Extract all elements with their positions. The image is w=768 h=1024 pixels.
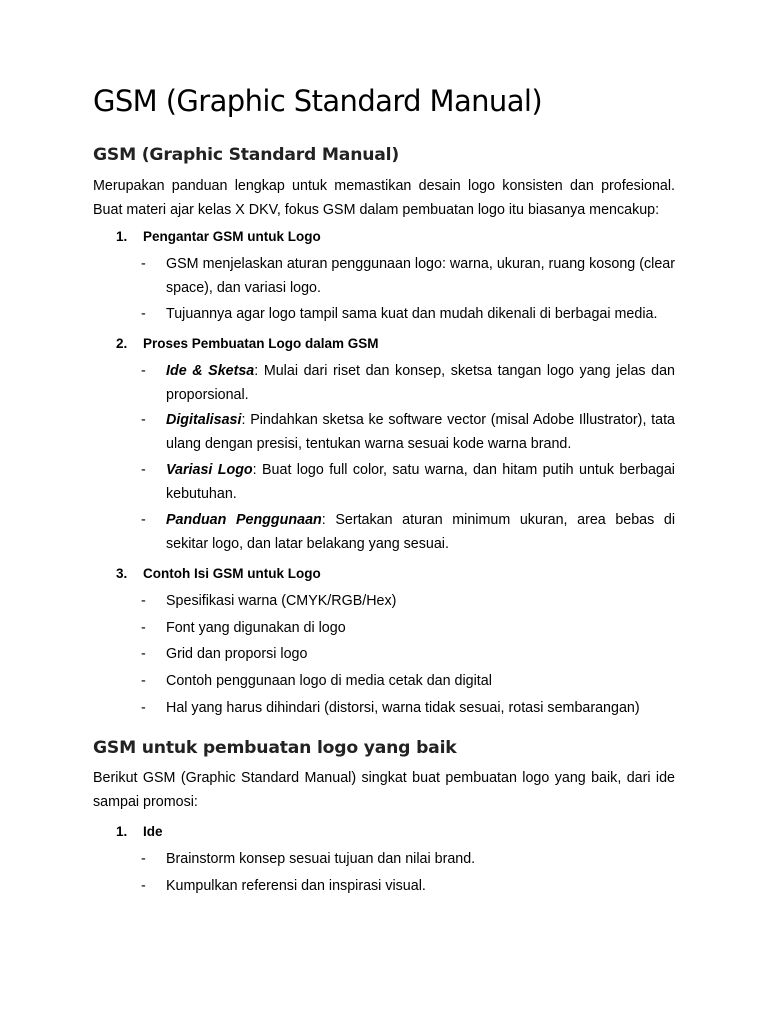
bullet-dash: - <box>141 256 146 272</box>
list-item-title: Proses Pembuatan Logo dalam GSM <box>143 336 379 351</box>
list-item <box>141 303 675 327</box>
list-item-heading <box>116 336 379 351</box>
list-item <box>141 459 675 506</box>
bullet-text: Kumpulkan referensi dan inspirasi visual. <box>166 878 426 894</box>
list-item-title: Contoh Isi GSM untuk Logo <box>143 566 321 581</box>
bullet-term: Panduan Penggunaan <box>166 512 322 528</box>
bullet-text: Contoh penggunaan logo di media cetak dan digital <box>166 673 492 689</box>
bullet-text: Spesifikasi warna (CMYK/RGB/Hex) <box>166 593 397 609</box>
bullet-description: : Pindahkan sketsa ke software vector (misal Adobe Illustrator), tata ulang dengan presisi, tentukan warna sesuai kode warna brand. <box>166 412 675 452</box>
list-number: 3. <box>116 566 128 581</box>
bullet-dash: - <box>141 462 146 478</box>
bullet-text <box>166 409 675 456</box>
list-item-title: Pengantar GSM untuk Logo <box>143 229 321 244</box>
list-item <box>141 360 675 407</box>
bullet-dash: - <box>141 878 146 894</box>
bullet-dash: - <box>141 512 146 528</box>
bullet-text: Tujuannya agar logo tampil sama kuat dan mudah dikenali di berbagai media. <box>166 306 658 322</box>
bullet-term: Ide & Sketsa <box>166 363 255 379</box>
list-item-heading <box>116 229 321 244</box>
bullet-description: : Mulai dari riset dan konsep, sketsa tangan logo yang jelas dan proporsional. <box>166 363 675 403</box>
list-item-heading <box>116 566 321 581</box>
bullet-description: : Sertakan aturan minimum ukuran, area bebas di sekitar logo, dan latar belakang yang sesuai. <box>166 512 676 552</box>
bullet-dash: - <box>141 363 146 379</box>
bullet-dash: - <box>141 673 146 689</box>
bullet-dash: - <box>141 306 146 322</box>
bullet-term: Digitalisasi <box>166 412 242 428</box>
list-item <box>141 848 675 872</box>
list-number: 2. <box>116 336 128 351</box>
list-item <box>141 590 675 614</box>
bullet-text: Grid dan proporsi logo <box>166 646 308 662</box>
bullet-text: Hal yang harus dihindari (distorsi, warna tidak sesuai, rotasi sembarangan) <box>166 700 640 716</box>
list-item <box>141 643 675 667</box>
list-item <box>141 509 675 556</box>
bullet-text <box>166 509 675 556</box>
list-item <box>141 617 675 641</box>
bullet-dash: - <box>141 412 146 428</box>
list-item-heading <box>116 824 163 839</box>
list-item-title: Ide <box>143 824 163 839</box>
bullet-text <box>166 360 675 407</box>
list-number: 1. <box>116 229 128 244</box>
bullet-dash: - <box>141 593 146 609</box>
bullet-description: : Buat logo full color, satu warna, dan hitam putih untuk berbagai kebutuhan. <box>166 462 675 502</box>
section1-intro: Merupakan panduan lengkap untuk memastikan desain logo konsisten dan profesional. Buat materi ajar kelas X DKV, fokus GSM dalam pembuatan logo itu biasanya mencakup: <box>93 178 675 218</box>
bullet-text: Brainstorm konsep sesuai tujuan dan nilai brand. <box>166 851 476 867</box>
bullet-text: GSM menjelaskan aturan penggunaan logo: warna, ukuran, ruang kosong (clear space), dan variasi logo. <box>166 256 675 296</box>
list-item <box>141 253 675 300</box>
document-title: GSM (Graphic Standard Manual) <box>93 84 543 118</box>
bullet-dash: - <box>141 851 146 867</box>
bullet-dash: - <box>141 620 146 636</box>
list-item <box>141 670 675 694</box>
bullet-text <box>166 459 675 506</box>
list-number: 1. <box>116 824 128 839</box>
bullet-text: Font yang digunakan di logo <box>166 620 346 636</box>
bullet-dash: - <box>141 700 146 716</box>
bullet-term: Variasi Logo <box>166 462 253 478</box>
section1-heading: GSM (Graphic Standard Manual) <box>93 145 400 165</box>
bullet-dash: - <box>141 646 146 662</box>
list-item <box>141 409 675 456</box>
section2-intro: Berikut GSM (Graphic Standard Manual) singkat buat pembuatan logo yang baik, dari ide sampai promosi: <box>93 770 675 810</box>
list-item <box>141 697 675 721</box>
section2-heading: GSM untuk pembuatan logo yang baik <box>93 738 457 758</box>
list-item <box>141 875 675 899</box>
